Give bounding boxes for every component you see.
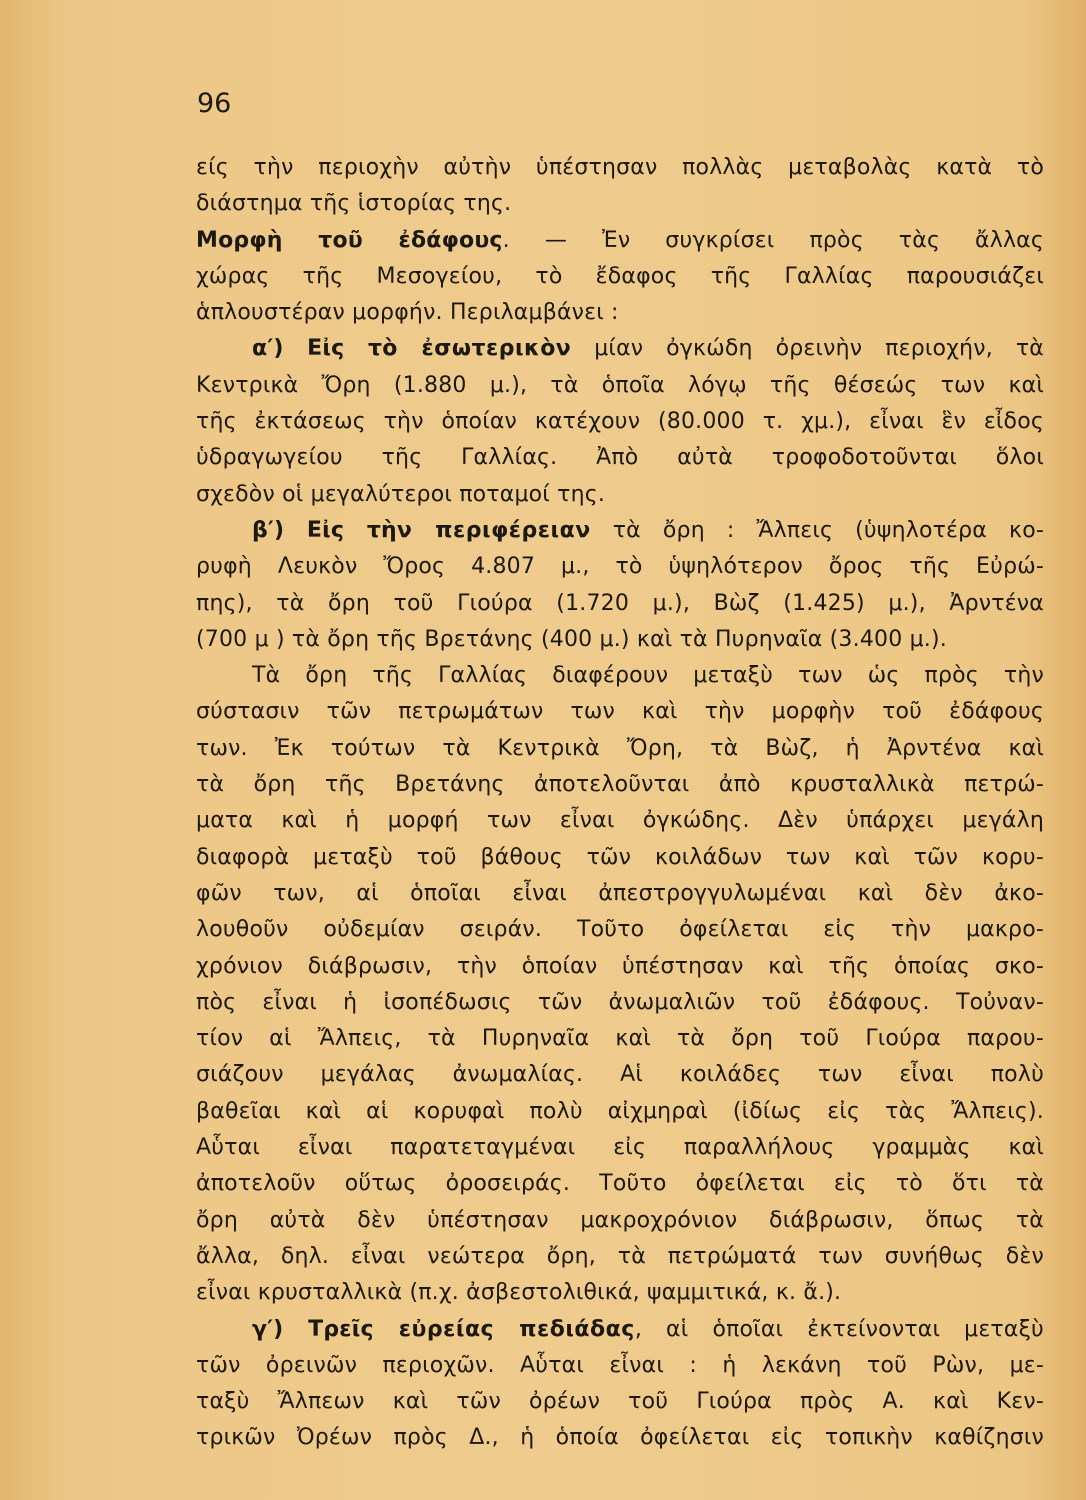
list-item-line: γ′) Τρεῖς εὐρείας πεδιάδας, αἱ ὁποῖαι ἐκτείνονται μεταξὺ [252,1316,1044,1342]
text-line: Τὰ ὄρη τῆς Γαλλίας διαφέρουν μεταξὺ των ὡς πρὸς τὴν [252,663,1044,689]
list-item-line: β′) Εἰς τὴν περιφέρειαν τὰ ὄρη : Ἄλπεις (ὑψηλοτέρα κο- [252,517,1044,543]
text-line: ἀποτελοῦν οὕτως ὀροσειράς. Τοῦτο ὀφείλεται εἰς τὸ ὅτι τὰ [196,1171,1044,1197]
text-line: χώρας τῆς Μεσογείου, τὸ ἔδαφος τῆς Γαλλίας παρουσιάζει [196,263,1044,289]
text-line: (700 μ ) τὰ ὄρη τῆς Βρετάνης (400 μ.) καὶ τὰ Πυρηναῖα (3.400 μ.). [196,626,947,652]
text-line: τρικῶν Ὀρέων πρὸς Δ., ἡ ὁποία ὀφείλεται εἰς τοπικὴν καθίζησιν [196,1425,1044,1451]
text-line: βαθεῖαι καὶ αἱ κορυφαὶ πολὺ αἰχμηραὶ (ἰδίως εἰς τὰς Ἄλπεις). [196,1098,1044,1124]
text-line: ἁπλουστέραν μορφήν. Περιλαμβάνει : [196,300,619,326]
text-line: Αὗται εἶναι παρατεταγμέναι εἰς παραλλήλους γραμμὰς καὶ [196,1135,1044,1161]
list-item-line: α′) Εἰς τὸ ἐσωτερικὸν μίαν ὀγκώδη ὀρεινὴν περιοχήν, τὰ [252,336,1044,362]
text-line: τῶν ὀρεινῶν περιοχῶν. Αὗται εἶναι : ἡ λεκάνη τοῦ Ρὼν, με- [196,1352,1044,1378]
emphasis: εὐρείας πεδιάδας [373,1316,635,1342]
text-line: λουθοῦν οὐδεμίαν σειράν. Τοῦτο ὀφείλεται εἰς τὴν μακρο- [196,917,1044,943]
text-line: διαφορὰ μεταξὺ τοῦ βάθους τῶν κοιλάδων των καὶ τῶν κορυ- [196,844,1044,870]
text-line: είς τὴν περιοχὴν αὐτὴν ὑπέστησαν πολλὰς μεταβολὰς κατὰ τὸ [196,155,1044,180]
text-line: ἄλλα, δηλ. εἶναι νεώτερα ὄρη, τὰ πετρώματά των συνήθως δὲν [196,1243,1044,1269]
text-line: ὑδραγωγείου τῆς Γαλλίας. Ἀπὸ αὐτὰ τροφοδοτοῦνται ὅλοι [196,445,1044,471]
section-heading: Μορφὴ τοῦ ἐδάφους [196,227,503,253]
text-line: ταξὺ Ἄλπεων καὶ τῶν ὀρέων τοῦ Γιούρα πρὸς Α. καὶ Κεν- [196,1389,1044,1415]
emphasis: ἐσωτερικὸν [397,336,572,362]
emphasis: περιφέρειαν [412,517,591,543]
text-line: Κεντρικὰ Ὄρη (1.880 μ.), τὰ ὁποῖα λόγῳ τῆς θέσεώς των καὶ [196,372,1044,398]
text-line: εἶναι κρυσταλλικὰ (π.χ. ἀσβεστολιθικά, ψαμμιτικά, κ. ἄ.). [196,1280,842,1306]
text-line: σιάζουν μεγάλας ἀνωμαλίας. Αἱ κοιλάδες των εἶναι πολὺ [196,1062,1044,1088]
text-line: τὰ ὄρη τῆς Βρετάνης ἀποτελοῦνται ἀπὸ κρυσταλλικὰ πετρώ- [196,772,1044,798]
text-line: σύστασιν τῶν πετρωμάτων των καὶ τὴν μορφὴν τοῦ ἐδάφους [196,699,1044,725]
body-text [196,150,1044,1457]
text-line: ρυφὴ Λευκὸν Ὄρος 4.807 μ., τὸ ὑψηλότερον ὄρος τῆς Εὐρώ- [196,554,1044,580]
section-heading-line: Μορφὴ τοῦ ἐδάφους. — Ἐν συγκρίσει πρὸς τὰς ἄλλας [196,227,1044,253]
text-line: τῆς ἐκτάσεως τὴν ὁποίαν κατέχουν (80.000 τ. χμ.), εἶναι ἓν εἶδος [196,409,1044,435]
text-line: διάστημα τῆς ἱστορίας της. [196,191,512,217]
text-line: τίον αἱ Ἄλπεις, τὰ Πυρηναῖα καὶ τὰ ὄρη τοῦ Γιούρα παρου- [196,1026,1044,1052]
page-number: 96 [197,88,232,119]
text-line: ματα καὶ ἡ μορφή των εἶναι ὀγκώδης. Δὲν ὑπάρχει μεγάλη [196,808,1044,834]
text-line: πης), τὰ ὄρη τοῦ Γιούρα (1.720 μ.), Βὼζ (1.425) μ.), Ἀρντένα [196,590,1044,616]
text-line: φῶν των, αἱ ὁποῖαι εἶναι ἀπεστρογγυλωμέναι καὶ δὲν ἀκο- [196,880,1044,906]
text-line: των. Ἐκ τούτων τὰ Κεντρικὰ Ὄρη, τὰ Βὼζ, ἡ Ἀρντένα καὶ [196,735,1044,761]
text-line: πὸς εἶναι ἡ ἰσοπέδωσις τῶν ἀνωμαλιῶν τοῦ ἐδάφους. Τοὐναν- [196,989,1044,1015]
text-line: σχεδὸν οἱ μεγαλύτεροι ποταμοί της. [196,481,606,507]
text-line: χρόνιον διάβρωσιν, τὴν ὁποίαν ὑπέστησαν καὶ τῆς ὁποίας σκο- [196,953,1044,979]
text-line: ὄρη αὐτὰ δὲν ὑπέστησαν μακροχρόνιον διάβρωσιν, ὅπως τὰ [196,1207,1044,1233]
